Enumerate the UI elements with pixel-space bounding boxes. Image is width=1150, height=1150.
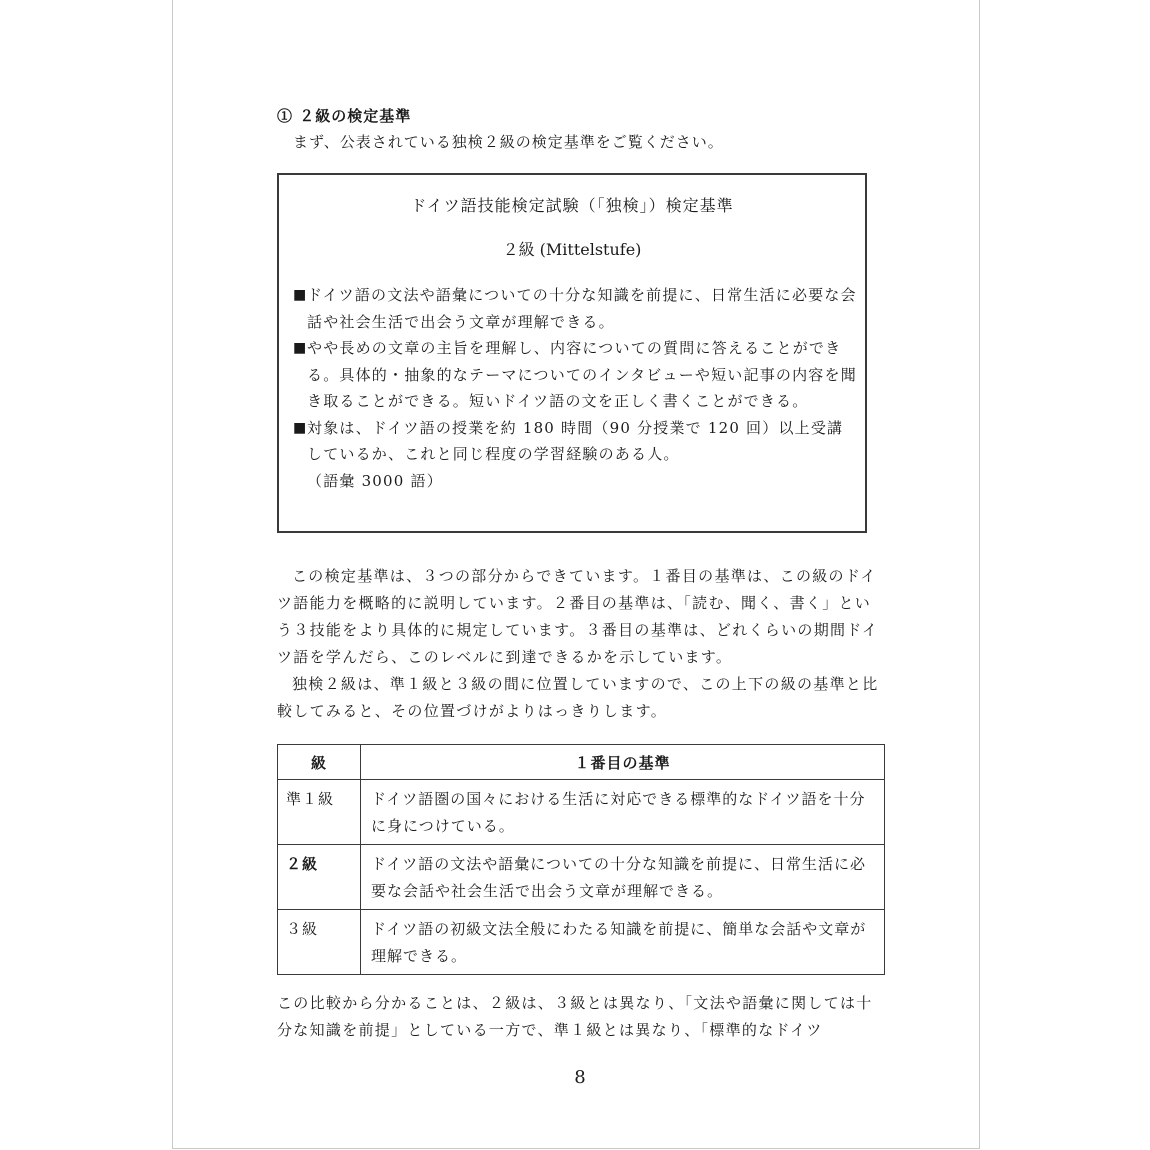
- table-cell-level: 準１級: [278, 780, 361, 845]
- intro-text: まず、公表されている独検２級の検定基準をご覧ください。: [293, 133, 724, 151]
- bullet-square-icon: ■: [293, 419, 308, 436]
- table-cell-level: ３級: [278, 910, 361, 975]
- criteria-box-level: ２級 (Mittelstufe): [502, 240, 642, 259]
- criteria-bullet-text: 対象は、ドイツ語の授業を約 180 時間（90 分授業で 120 回）以上受講しているか、これと同じ程度の学習経験のある人。: [307, 418, 844, 463]
- table-header-criterion: １番目の基準: [361, 745, 885, 780]
- criteria-bullet-text: ドイツ語の文法や語彙についての十分な知識を前提に、日常生活に必要な会話や社会生活で出会う文章が理解できる。: [307, 286, 857, 331]
- bullet-square-icon: ■: [293, 340, 308, 356]
- explanation-paragraph: この検定基準は、３つの部分からできています。１番目の基準は、この級のドイツ語能力を概略的に説明しています。２番目の基準は、「読む、聞く、書く」という３技能をより具体的に規定しています。３番目の基準は、どれくらいの期間ドイツ語を学んだら、このレベルに到達できるかを示しています。: [277, 567, 879, 666]
- table-row: [278, 845, 885, 910]
- criteria-box: [277, 173, 867, 533]
- document-page: [172, 0, 980, 1149]
- table-header-level: 級: [278, 745, 361, 780]
- table-row: [278, 780, 885, 845]
- conclusion-paragraph: この比較から分かることは、２級は、３級とは異なり、「文法や語彙に関しては十分な知識を前提」としている一方で、準１級とは異なり、「標準的なドイツ: [277, 994, 873, 1039]
- table-cell-text: ドイツ語の初級文法全般にわたる知識を前提に、簡単な会話や文章が理解できる。: [361, 910, 885, 975]
- criteria-bullet-text: やや長めの文章の主旨を理解し、内容についての質問に答えることができる。具体的・抽象的なテーマについてのインタビューや短い記事の内容を聞き取ることができる。短いドイツ語の文を正しく書くことができる。: [307, 339, 857, 410]
- criteria-vocab-note: （語彙 3000 語）: [307, 471, 443, 490]
- criteria-box-title: ドイツ語技能検定試験（「独検」）検定基準: [410, 196, 734, 215]
- criteria-bullet: [293, 335, 857, 415]
- criteria-bullet-list: [293, 282, 857, 494]
- criteria-bullet: [293, 415, 857, 468]
- bullet-square-icon: ■: [293, 287, 308, 303]
- table-header-row: [278, 745, 885, 780]
- section-heading: ① ２級の検定基準: [277, 107, 412, 125]
- comparison-intro-paragraph: 独検２級は、準１級と３級の間に位置していますので、この上下の級の基準と比較してみると、その位置づけがよりはっきりします。: [277, 675, 879, 720]
- page-number: 8: [574, 1067, 586, 1088]
- comparison-table: [277, 744, 885, 975]
- table-row: [278, 910, 885, 975]
- table-cell-text: ドイツ語圏の国々における生活に対応できる標準的なドイツ語を十分に身につけている。: [361, 780, 885, 845]
- criteria-bullet: [293, 282, 857, 335]
- table-cell-level: ２級: [278, 845, 361, 910]
- table-cell-text: ドイツ語の文法や語彙についての十分な知識を前提に、日常生活に必要な会話や社会生活で出会う文章が理解できる。: [361, 845, 885, 910]
